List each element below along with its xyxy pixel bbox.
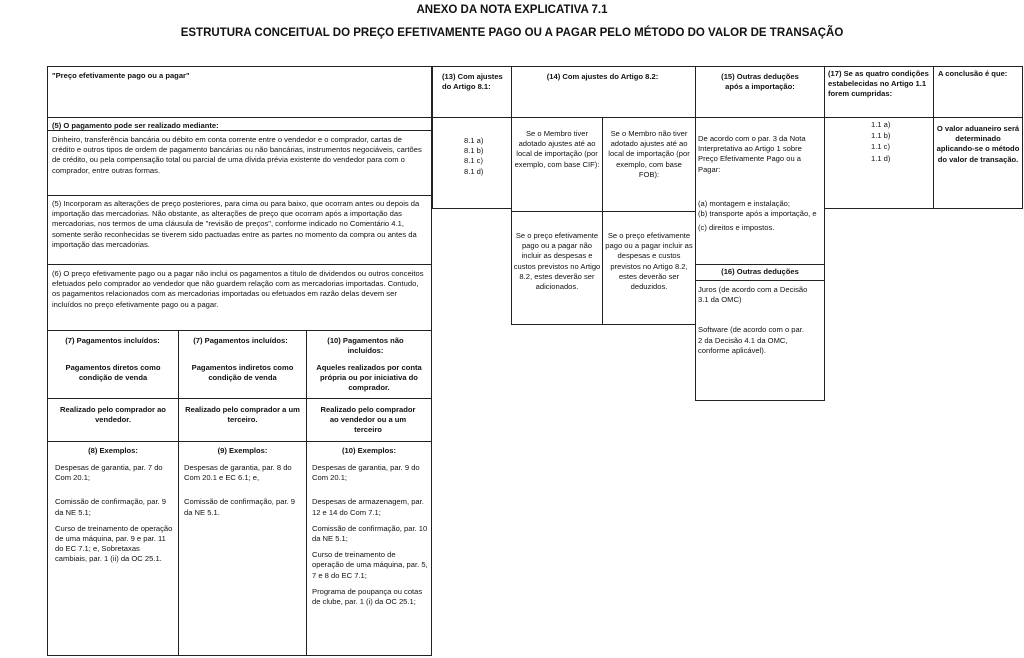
section-5b-text: (5) Incorporam as alterações de preço posteriores, para cima ou para baixo, que ocorram antes ou depois da importação das mercadorias. Não obstante, as alterações de preço que ocorram após a importação das mercadorias, nos termos de uma cláusula de "revisão de preços", conforme indicado no Comentário 4.1, somente serão reconhecidas se tiverem sido pactuadas entre as partes no momento da compra ou antes da importação das mercadorias. [52, 199, 420, 249]
divider [47, 130, 432, 131]
divider [695, 264, 825, 265]
example-item: Despesas de armazenagem, par. 12 e 14 do Com 7.1; [312, 497, 424, 517]
divider [47, 330, 432, 331]
divider [933, 117, 1023, 118]
payments-excluded-who: Realizado pelo comprador ao vendedor ou a um terceiro [320, 405, 416, 435]
example-item: Comissão de confirmação, par. 10 da NE 5.1; [312, 523, 428, 544]
deduction-item: Software (de acordo com o par. 2 da Decisão 4.1 da OMC, conforme aplicável). [698, 325, 804, 355]
conclusion-text: O valor aduaneiro será determinado aplicando-se o método do valor de transação. [936, 124, 1020, 164]
article-8-1-heading: (13) Com ajustes do Artigo 8.1: [442, 72, 503, 92]
article-item: 8.1 d) [464, 166, 484, 176]
examples-10-heading: (10) Exemplos: [341, 446, 397, 455]
left-title: "Preço efetivamente pago ou a pagar" [52, 71, 190, 80]
article-item: 8.1 c) [464, 156, 483, 166]
divider [47, 398, 432, 399]
example-item: Comissão de confirmação, par. 9 da NE 5.1; [55, 497, 167, 517]
divider [824, 117, 934, 118]
article-8-2-heading: (14) Com ajustes do Artigo 8.2: [546, 72, 659, 81]
example-item: Curso de treinamento de operação de uma máquina, par. 9 e par. 11 do EC 7.1; e, Sobretaxas cambiais, par. 1 (ii) da OC 25.1. [55, 523, 173, 564]
payments-indirect-subtitle: Pagamentos indiretos como condição de venda [191, 363, 294, 383]
fob-result: Se o preço efetivamente pago ou a pagar incluir as despesas e custos previstos no Artigo 8.2, estes deverão ser deduzidos. [605, 231, 693, 292]
payments-excluded-heading: (10) Pagamentos não incluídos: [327, 336, 404, 356]
example-item: Despesas de garantia, par. 7 do Com 20.1; [55, 463, 163, 483]
payments-excluded-subtitle: Aqueles realizados por conta própria ou por iniciativa do comprador. [316, 363, 422, 393]
section-6-text: (6) O preço efetivamente pago ou a pagar não inclui os pagamentos a título de dividendos ou outros conceitos efetuados pelo comprador ao vendedor que não guardem relação com as mercadorias importadas. Contudo, os pagamentos relacionados com as mercadorias importadas ou efetuados em razão delas devem ser incluídos no preço efetivamente pago ou a pagar. [52, 269, 424, 309]
examples-8-list [55, 463, 173, 571]
article-item: 1.1 c) [871, 142, 890, 152]
fob-condition: Se o Membro não tiver adotado ajustes até ao local de importação (por exemplo, com base FOB): [608, 129, 690, 179]
article-8-1-items [464, 136, 504, 177]
column-divider [178, 330, 179, 656]
article-1-1-heading: (17) Se as quatro condições estabelecidas no Artigo 1.1 forem cumpridas: [828, 69, 929, 99]
example-item: Despesas de garantia, par. 9 do Com 20.1; [312, 463, 420, 483]
payments-direct-who: Realizado pelo comprador ao vendedor. [60, 405, 166, 425]
article-item: 8.1 a) [464, 136, 484, 145]
deduction-item: (c) direitos e impostos. [698, 223, 775, 233]
examples-9-heading: (9) Exemplos: [217, 446, 268, 455]
examples-10-list [312, 463, 428, 613]
divider [47, 264, 432, 265]
divider [47, 195, 432, 196]
other-deductions-list [698, 285, 810, 356]
deductions-after-import-heading: (15) Outras deduções após a importação: [721, 72, 799, 92]
deduction-item: Juros (de acordo com a Decisão 3.1 da OMC) [698, 285, 808, 305]
divider [432, 117, 512, 118]
payments-direct-heading: (7) Pagamentos incluídos: [65, 336, 160, 345]
article-item: 1.1 d) [871, 153, 891, 163]
column-divider [602, 117, 603, 325]
column-divider [306, 330, 307, 656]
deductions-after-import-intro: De acordo com o par. 3 da Nota Interpretativa ao Artigo 1 sobre Preço Efetivamente Pago ou a Pagar: [698, 134, 806, 174]
divider [511, 211, 696, 212]
divider [47, 117, 432, 118]
divider [695, 280, 825, 281]
payments-direct-subtitle: Pagamentos diretos como condição de venda [65, 363, 161, 383]
article-item: 1.1 b) [871, 131, 891, 141]
divider [511, 117, 696, 118]
article-item: 8.1 b) [464, 146, 484, 156]
section-5-text: Dinheiro, transferência bancária ou débito em conta corrente entre o vendedor e o comprador, cartas de crédito e outros tipos de ordem de pagamento bancárias ou não bancárias, instrumentos negociáveis, cartões de crédito, ou pela compensação total ou parcial de uma dívida prévia existente do vendedor para com o comprador, entre outras formas. [52, 135, 422, 175]
example-item: Despesas de garantia, par. 8 do Com 20.1 e EC 6.1; e, [184, 463, 292, 483]
deduction-item: (a) montagem e instalação; [698, 199, 791, 208]
examples-8-heading: (8) Exemplos: [88, 446, 138, 455]
payments-indirect-who: Realizado pelo comprador a um terceiro. [185, 405, 300, 425]
other-deductions-heading: (16) Outras deduções [721, 267, 799, 276]
cif-result: Se o preço efetivamente pago ou a pagar não incluir as despesas e custos previstos no Artigo 8.2, estes deverão ser adicionados. [513, 231, 601, 292]
divider [47, 441, 432, 442]
section-5-title: (5) O pagamento pode ser realizado mediante: [52, 121, 219, 130]
article-item: 1.1 a) [871, 120, 891, 129]
page-subtitle: ESTRUTURA CONCEITUAL DO PREÇO EFETIVAMENTE PAGO OU A PAGAR PELO MÉTODO DO VALOR DE TRANSAÇÃO [180, 27, 844, 39]
examples-9-list [184, 463, 302, 524]
cif-condition: Se o Membro tiver adotado ajustes até ao local de importação (por exemplo, com base CIF): [514, 129, 600, 169]
page-title: ANEXO DA NOTA EXPLICATIVA 7.1 [416, 4, 608, 16]
article-1-1-items [871, 120, 911, 164]
deductions-after-import-list [698, 199, 822, 234]
divider [695, 117, 825, 118]
conclusion-heading: A conclusão é que: [938, 69, 1008, 78]
deduction-item: (b) transporte após a importação, e [698, 209, 817, 219]
example-item: Programa de poupança ou cotas de clube, par. 1 (i) da OC 25.1; [312, 586, 423, 607]
payments-indirect-heading: (7) Pagamentos incluídos: [193, 336, 288, 345]
example-item: Curso de treinamento de operação de uma máquina, par. 5, 7 e 8 do EC 7.1; [312, 550, 428, 580]
example-item: Comissão de confirmação, par. 9 da NE 5.1. [184, 497, 296, 517]
